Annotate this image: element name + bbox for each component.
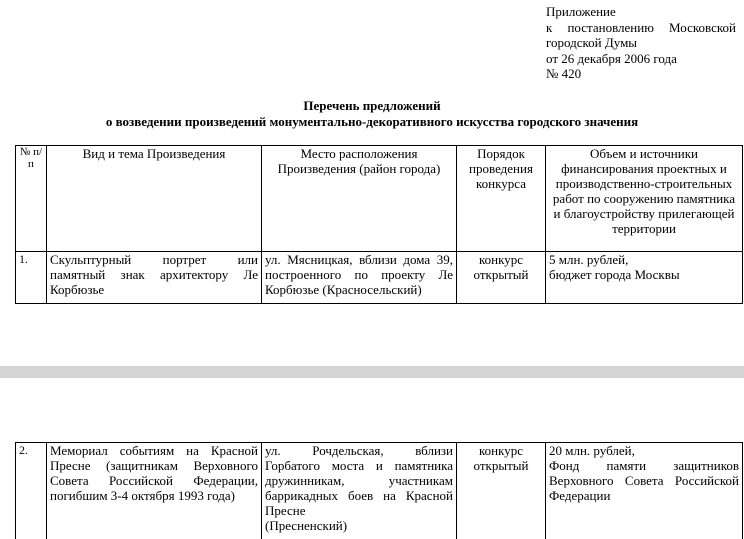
funding-amount: 5 млн. рублей, bbox=[549, 252, 629, 267]
document-page-2 bbox=[0, 378, 744, 539]
funding-source: Фонд памяти защитников Верховного Совета Российской Федерации bbox=[549, 458, 739, 503]
appendix-line: городской Думы bbox=[546, 35, 638, 50]
proposals-table bbox=[15, 145, 743, 304]
row-funding bbox=[546, 443, 743, 539]
row-num: 1. bbox=[16, 252, 47, 304]
row-funding bbox=[546, 252, 743, 304]
appendix-line: Приложение bbox=[546, 4, 616, 19]
funding-source: бюджет города Москвы bbox=[549, 267, 680, 282]
place-district: (Пресненский) bbox=[265, 518, 348, 533]
document-title bbox=[0, 98, 744, 130]
row-order: конкурс открытый bbox=[457, 252, 546, 304]
row-place: ул. Мясницкая, вблизи дома 39, построенного по проекту Ле Корбюзье (Красносельский) bbox=[262, 252, 457, 304]
table-row bbox=[16, 252, 743, 304]
row-kind: Мемориал событиям на Красной Пресне (защитникам Верховного Совета Российской Федерации, погибшим 3-4 октября 1993 года) bbox=[47, 443, 262, 539]
row-place bbox=[262, 443, 457, 539]
row-order: конкурс открытый bbox=[457, 443, 546, 539]
appendix-line bbox=[546, 20, 736, 36]
title-line-1: Перечень предложений bbox=[303, 98, 441, 113]
appendix-word: к bbox=[546, 19, 553, 35]
title-line-2: о возведении произведений монументально-декоративного искусства городского значения bbox=[105, 114, 639, 129]
table-header-row bbox=[16, 146, 743, 252]
appendix-line: от 26 декабря 2006 года bbox=[546, 50, 677, 66]
appendix-word: постановлению bbox=[567, 19, 654, 35]
funding-amount: 20 млн. рублей, bbox=[549, 443, 635, 458]
proposals-table-continued bbox=[15, 442, 743, 539]
appendix-block bbox=[546, 4, 736, 82]
header-order: Порядок проведения конкурса bbox=[457, 146, 546, 252]
header-num: № п/п bbox=[16, 146, 47, 252]
appendix-line: № 420 bbox=[546, 66, 582, 81]
header-funding: Объем и источники финансирования проектных и производственно-строительных работ по сооружению памятника и благоустройству прилегающей территории bbox=[546, 146, 743, 252]
header-kind: Вид и тема Произведения bbox=[47, 146, 262, 252]
place-text: ул. Рочдельская, вблизи Горбатого моста и памятника дружинникам, участникам баррикадных боев на Красной Пресне bbox=[265, 443, 453, 518]
table-row bbox=[16, 443, 743, 539]
header-place: Место расположения Произведения (район города) bbox=[262, 146, 457, 252]
page-separator bbox=[0, 366, 744, 378]
row-num: 2. bbox=[16, 443, 47, 539]
row-kind: Скульптурный портрет или памятный знак архитектору Ле Корбюзье bbox=[47, 252, 262, 304]
appendix-word: Московской bbox=[669, 19, 736, 35]
